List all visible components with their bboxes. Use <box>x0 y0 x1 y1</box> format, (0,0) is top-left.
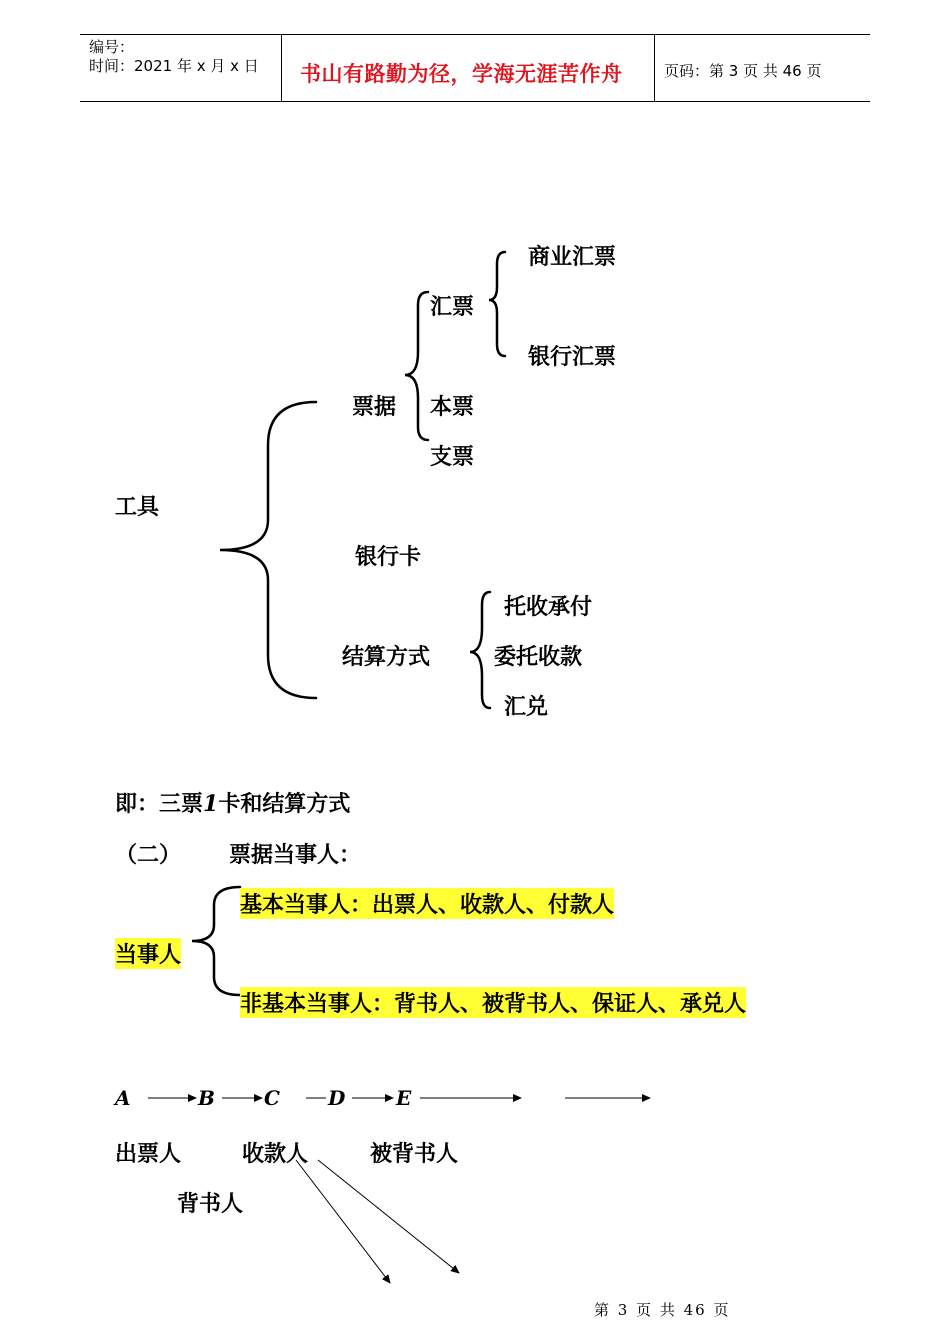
brace-parties <box>192 887 240 995</box>
header-motto: 书山有路勤为径，学海无涯苦作舟 <box>300 62 623 86</box>
header-page-info: 页码：第 3 页 共 46 页 <box>664 62 822 80</box>
flow-letter-e: E <box>396 1086 412 1110</box>
label-endorser: 背书人 <box>177 1192 244 1217</box>
flow-letter-b: B <box>198 1086 215 1110</box>
node-commercial-draft: 商业汇票 <box>528 245 617 270</box>
label-payee: 收款人 <box>242 1142 309 1167</box>
section-title: 票据当事人： <box>229 843 362 868</box>
node-bank-card: 银行卡 <box>355 545 422 570</box>
summary-line <box>115 787 350 818</box>
basic-parties: 基本当事人：出票人、收款人、付款人 <box>240 888 614 919</box>
parties-root: 当事人 <box>115 938 181 969</box>
brace-settlement <box>470 592 490 708</box>
label-drawer: 出票人 <box>115 1142 182 1167</box>
summary-number: 1 <box>203 791 219 817</box>
time-label: 时间：2021 年 x 月 x 日 <box>89 57 259 75</box>
serial-label: 编号： <box>89 38 135 56</box>
brace-tools <box>220 402 316 698</box>
diag-arrow-1 <box>296 1160 390 1283</box>
node-bills: 票据 <box>352 395 397 420</box>
node-settlement-methods: 结算方式 <box>342 645 431 670</box>
node-collection-acceptance: 托收承付 <box>504 595 593 620</box>
node-promissory-note: 本票 <box>430 395 475 420</box>
flow-letter-c: C <box>264 1086 280 1110</box>
brace-bills <box>405 292 428 440</box>
node-tools-root: 工具 <box>115 495 160 520</box>
node-draft: 汇票 <box>430 295 475 320</box>
node-bank-draft: 银行汇票 <box>528 345 617 370</box>
footer-page-number: 第 3 页 共 46 页 <box>594 1301 731 1319</box>
label-endorsee: 被背书人 <box>370 1142 459 1167</box>
brace-drafts <box>489 252 505 356</box>
summary-prefix: 即：三票 <box>115 792 204 817</box>
node-entrusted-collection: 委托收款 <box>494 645 583 670</box>
nonbasic-parties: 非基本当事人：背书人、被背书人、保证人、承兑人 <box>240 987 746 1018</box>
flow-letter-a: A <box>115 1086 131 1110</box>
node-cheque: 支票 <box>430 445 475 470</box>
summary-suffix: 卡和结算方式 <box>218 792 351 817</box>
flow-letter-d: D <box>328 1086 346 1110</box>
section-number: （二） <box>115 843 182 868</box>
node-remittance: 汇兑 <box>504 695 549 720</box>
